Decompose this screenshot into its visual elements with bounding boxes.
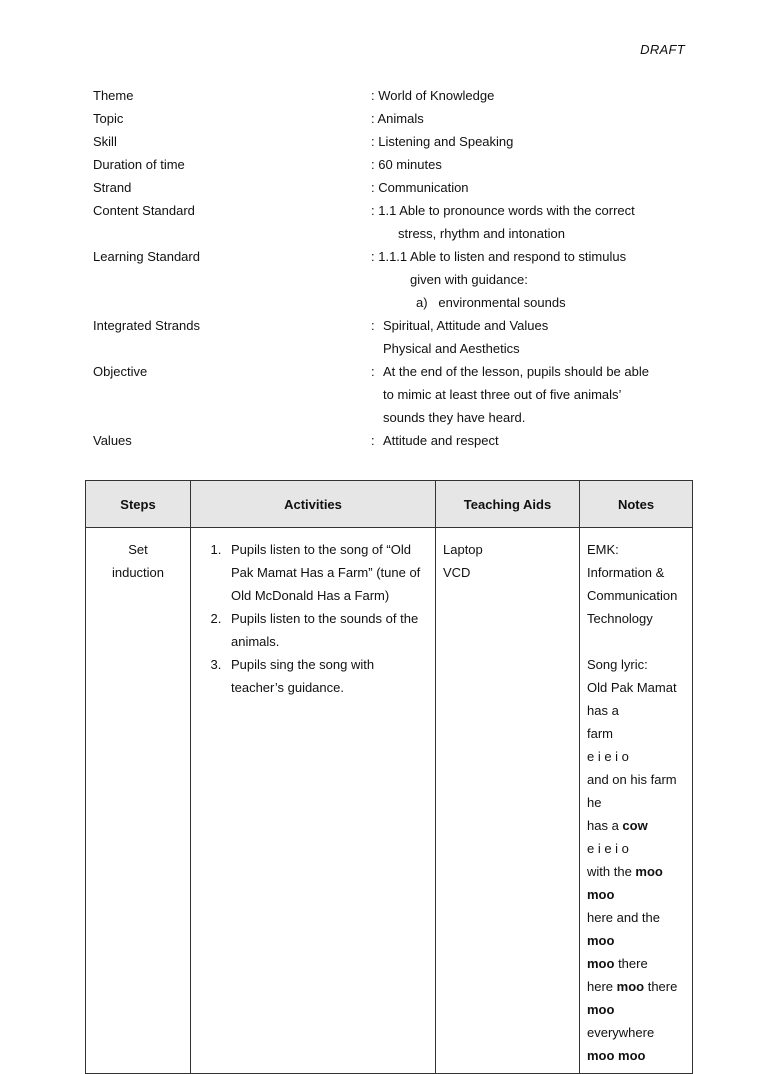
meta-label: Strand <box>93 180 132 195</box>
draft-label: DRAFT <box>640 42 685 57</box>
meta-values <box>93 429 693 452</box>
lyric-line: Old Pak Mamat has a <box>587 680 677 718</box>
lyric-line: and on his farm he <box>587 772 677 810</box>
meta-value-line: to mimic at least three out of five animals’ <box>383 387 622 402</box>
meta-value-line: At the end of the lesson, pupils should be able <box>383 364 649 379</box>
aid-item: Laptop <box>443 542 483 557</box>
meta-value: : Listening and Speaking <box>371 134 514 149</box>
notes-line: Song lyric: <box>587 657 648 672</box>
meta-value <box>371 199 693 245</box>
lyric-line: moo there <box>587 956 648 971</box>
lyric-line: here moo there moo <box>587 979 678 1017</box>
meta-label: Content Standard <box>93 203 195 218</box>
aid-item: VCD <box>443 565 471 580</box>
meta-integrated-strands <box>93 314 693 360</box>
meta-value <box>371 245 693 314</box>
activity-list <box>198 538 428 699</box>
meta-value-line: a) environmental sounds <box>416 295 566 310</box>
meta-value: : 60 minutes <box>371 157 442 172</box>
header-activities: Activities <box>191 481 436 528</box>
notes-line: Information & <box>587 565 665 580</box>
meta-value <box>371 360 693 429</box>
meta-value-line: Physical and Aesthetics <box>383 341 520 356</box>
lyric-line: with the moo moo <box>587 864 663 902</box>
meta-colon: : <box>371 433 375 448</box>
cell-step <box>86 528 191 1074</box>
list-item: 3. Pupils sing the song with teacher’s guidance. <box>225 653 428 699</box>
step-line: induction <box>111 565 165 580</box>
meta-value: : Animals <box>371 111 424 126</box>
meta-strand <box>93 176 693 199</box>
list-item: 1. Pupils listen to the song of “Old Pak Mamat Has a Farm” (tune of Old McDonald Has a Farm) <box>225 538 428 607</box>
notes-line: EMK: <box>587 542 619 557</box>
notes-spacer <box>587 630 685 653</box>
meta-value-line: sounds they have heard. <box>383 410 526 425</box>
meta-value: : Communication <box>371 180 469 195</box>
meta-colon: : <box>371 318 375 333</box>
meta-label: Duration of time <box>93 157 185 172</box>
meta-label: Objective <box>93 364 148 379</box>
meta-label: Theme <box>93 88 134 103</box>
meta-value-line: : 1.1.1 Able to listen and respond to stimulus <box>371 249 627 264</box>
meta-skill <box>93 130 693 153</box>
meta-learning-standard <box>93 245 693 314</box>
lyric-line: has a cow <box>587 818 648 833</box>
step-line: Set <box>128 542 148 557</box>
meta-value-line: stress, rhythm and intonation <box>398 226 565 241</box>
meta-label: Skill <box>93 134 117 149</box>
meta-label: Learning Standard <box>93 249 200 264</box>
header-notes: Notes <box>580 481 693 528</box>
meta-content-standard <box>93 199 693 245</box>
meta-value-line: Attitude and respect <box>383 433 499 448</box>
meta-theme <box>93 84 693 107</box>
cell-activities <box>191 528 436 1074</box>
table-row <box>86 528 693 1074</box>
meta-label: Integrated Strands <box>93 318 200 333</box>
lesson-metadata <box>93 84 693 452</box>
meta-value <box>371 429 693 452</box>
meta-topic <box>93 107 693 130</box>
lesson-plan-table <box>85 480 693 1074</box>
meta-objective <box>93 360 693 429</box>
meta-value <box>371 314 693 360</box>
meta-value-line: given with guidance: <box>410 272 528 287</box>
meta-duration <box>93 153 693 176</box>
meta-value-line: : 1.1 Able to pronounce words with the correct <box>371 203 635 218</box>
table-header-row <box>86 481 693 528</box>
meta-value: : World of Knowledge <box>371 88 495 103</box>
lyric-line: farm <box>587 726 613 741</box>
lyric-line: here and the moo <box>587 910 661 948</box>
lyric-line: e i e i o <box>587 749 629 764</box>
meta-colon: : <box>371 364 375 379</box>
cell-notes <box>580 528 693 1074</box>
meta-value-line: Spiritual, Attitude and Values <box>383 318 549 333</box>
notes-line: Technology <box>587 611 653 626</box>
list-item: 2. Pupils listen to the sounds of the animals. <box>225 607 428 653</box>
lyric-line: e i e i o <box>587 841 629 856</box>
meta-label: Values <box>93 433 132 448</box>
header-teaching-aids: Teaching Aids <box>436 481 580 528</box>
notes-line: Communication <box>587 588 678 603</box>
lyric-line: everywhere moo moo <box>587 1025 655 1063</box>
cell-teaching-aids <box>436 528 580 1074</box>
meta-label: Topic <box>93 111 124 126</box>
header-steps: Steps <box>86 481 191 528</box>
